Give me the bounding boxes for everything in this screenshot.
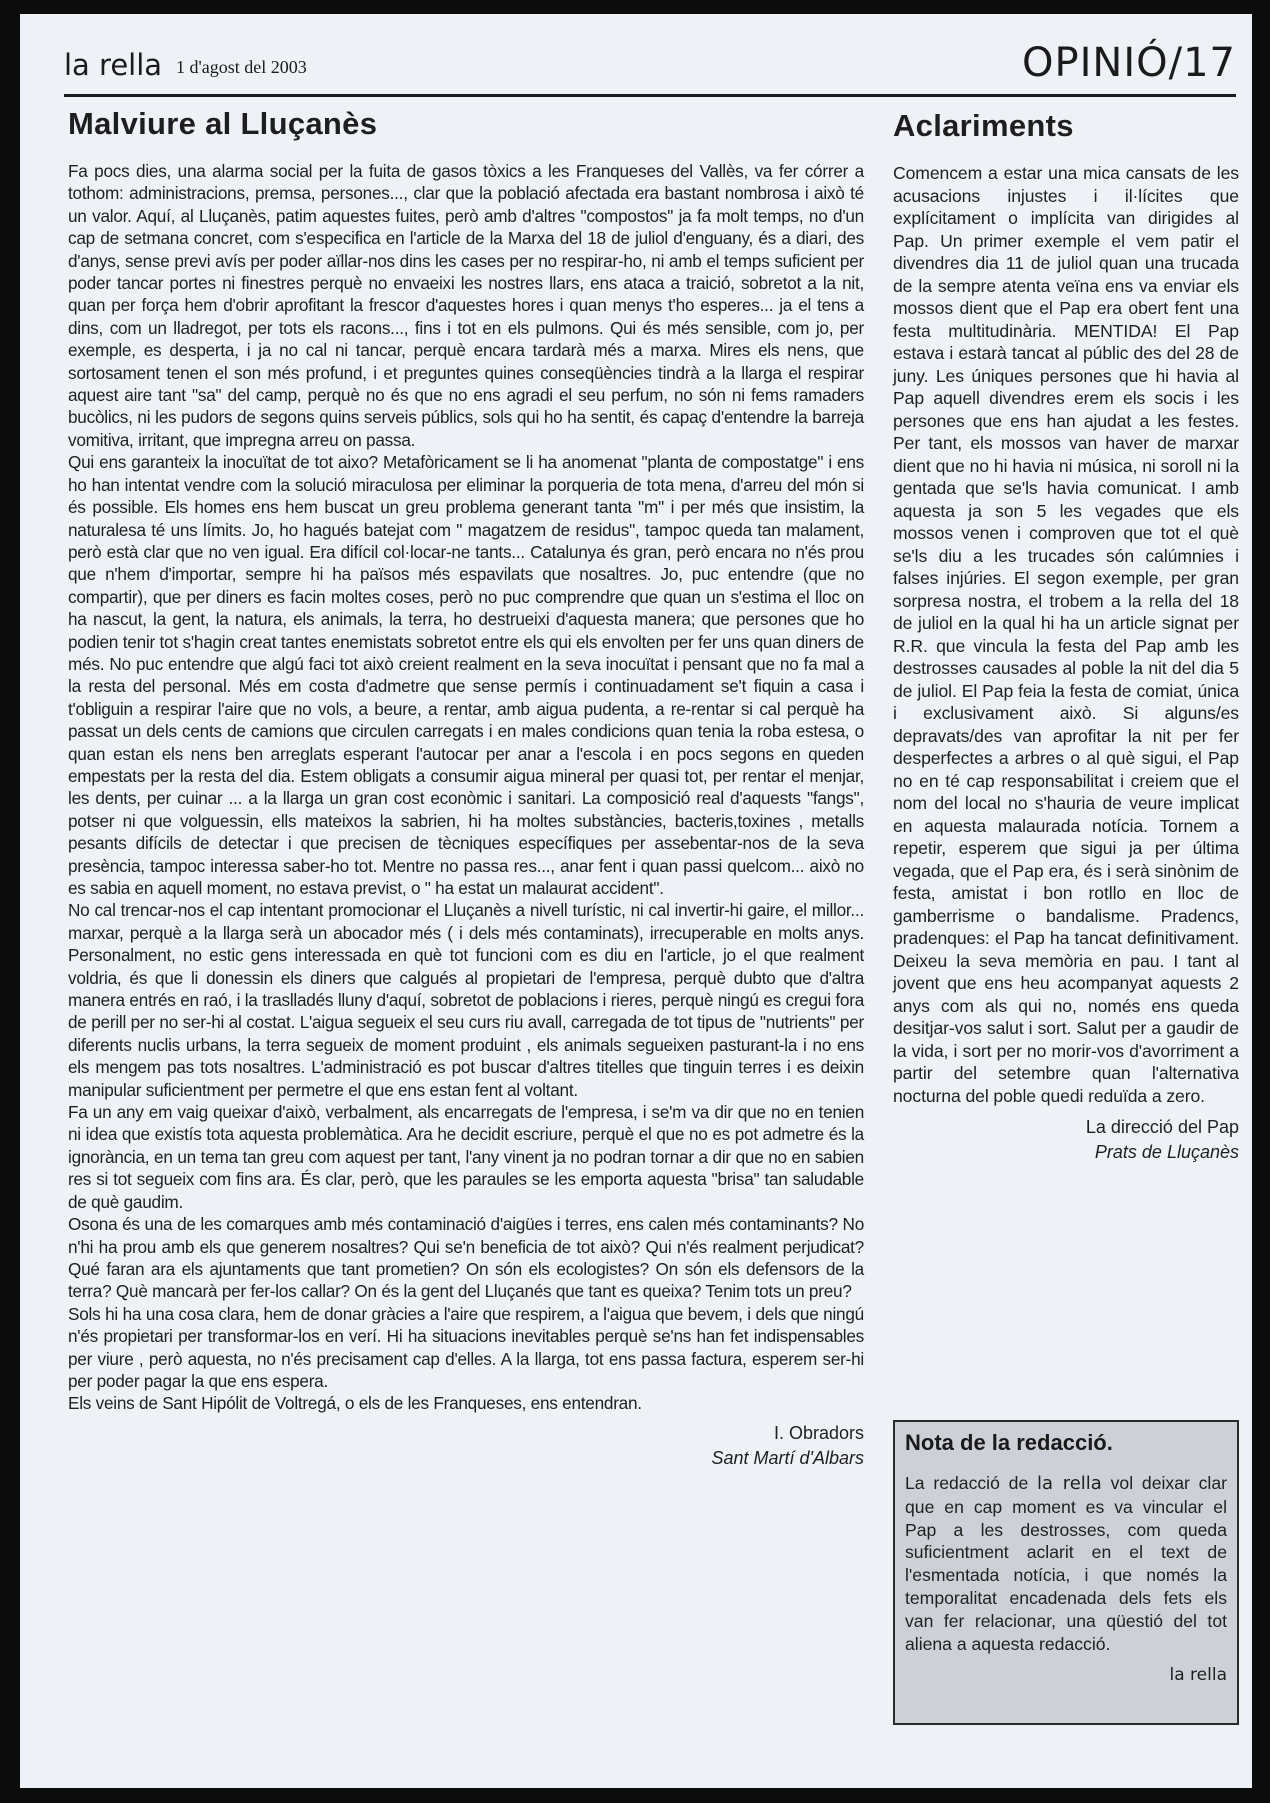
section-page-number: OPINIÓ/17 — [1022, 40, 1236, 86]
publication-name: la rella — [64, 48, 163, 82]
side-article-signature — [893, 1115, 1239, 1165]
paragraph: Fa un any em vaig queixar d'això, verbalment, als encarregats de l'empresa, i se'm va dir que no en tenien ni idea que existís tota aquesta problemàtica. Ara he decidit escriure, perquè el que no es pot admetre és la ignorància, en un tema tan greu com aquest per tant, l'any vinent ja no podran tornar a dir que no en sabien res si tot segueix com fins ara. És clar, però, que les paraules se les emporta aquesta "brisa" tan saludable de què gaudim. — [68, 1102, 864, 1212]
editorial-note-signature: la rella — [1169, 1665, 1227, 1686]
paragraph: Els veins de Sant Hipólit de Voltregá, o els de les Franqueses, ens entendran. — [68, 1393, 642, 1414]
main-article-body — [68, 160, 864, 1415]
note-text-end: vol deixar clar que en cap moment es va vincular el Pap a les destrosses, com queda suficientment aclarit en el text de l'esmentada notícia, i que només la temporalitat encadenada dels fets els van fer relacionar, una qüestió del tot aliena a aquesta redacció. — [905, 1473, 1227, 1654]
author-name: I. Obradors — [773, 1422, 864, 1443]
side-article — [893, 106, 1239, 1165]
side-article-title: Aclariments — [893, 108, 1074, 143]
side-article-body — [893, 162, 1239, 1107]
main-article-title: Malviure al Lluçanès — [68, 106, 378, 141]
editorial-note-title: Nota de la redacció. — [905, 1430, 1113, 1455]
main-article — [68, 98, 864, 1471]
main-article-signature — [68, 1421, 864, 1471]
paragraph: Sols hi ha una cosa clara, hem de donar gràcies a l'aire que respirem, a l'aigua que bevem, i dels que ningú n'és propietari per transformar-los en verí. Hi ha situacions inevitables perquè se'ns han fet indispensables per viure , però aquesta, no n'és precisament cap d'elles. A la llarga, tot ens passa factura, esperem ser-hi per poder pagar la que ens espera. — [68, 1303, 864, 1391]
header-rule — [64, 94, 1236, 97]
publication-mention: la rella — [1037, 1473, 1102, 1494]
author-place: Sant Martí d'Albars — [711, 1447, 864, 1468]
newspaper-page — [20, 14, 1252, 1788]
note-text-start: La redacció de — [905, 1473, 1038, 1493]
editorial-note-text — [905, 1472, 1227, 1655]
author-name: La direcció del Pap — [1085, 1117, 1239, 1137]
paragraph: No cal trencar-nos el cap intentant promocionar el Lluçanès a nivell turístic, ni cal invertir-hi gaire, el millor... marxar, perquè a la llarga serà un abocador més ( i dels més contaminats), irrecuperable en molts anys. Personalment, no estic gens interessada en què tot funcioni com es diu en l'article, jo el que realment voldria, és que li donessin els diners que calgués al propietari de l'empresa, perquè dubto que d'altra manera entrés en raó, i la traslladés lluny d'aquí, sobretot de poblacions i rieres, perquè ningú es cregui fora de perill per no ser-hi al costat. L'aigua segueix el seu curs riu avall, carregada de tot tipus de "nutrients" per diferents nuclis urbans, la terra segueix de moment produint , els animals segueixen pasturant-la i no ens els mengem pas tots nosaltres. L'administració es pot buscar d'altres titelles que tinguin terres i es deixin manipular suficientment per permetre el que ens estan fent al voltant. — [68, 900, 864, 1100]
paragraph: Osona és una de les comarques amb més contaminació d'aigües i terres, ens calen més contaminants? No n'hi ha prou amb els que generem nosaltres? Qui se'n beneficia de tot això? Qui n'és realment perjudicat? Qué faran ara els ajuntaments que tant prometien? On són els ecologistes? On són els defensors de la terra? Què mancarà per fer-los callar? On és la gent del Lluçanés que tant es queixa? Tenim tots un preu? — [68, 1214, 864, 1302]
page-header — [64, 32, 1236, 94]
issue-date: 1 d'agost del 2003 — [176, 57, 307, 77]
editorial-note-box — [893, 1420, 1239, 1725]
paragraph: Fa pocs dies, una alarma social per la fuita de gasos tòxics a les Franqueses del Vallès, va fer córrer a tothom: administracions, premsa, persones..., clar que la població afectada era bastant nombrosa i això té un valor. Aquí, al Lluçanès, patim aquestes fuites, però amb d'altres "compostos" ja fa molt temps, no d'un cap de setmana concret, com s'especifica en l'article de la Marxa del 18 de juliol d'enguany, és a diari, des d'anys, sense previ avís per poder aïllar-nos dins les cases per no respirar-ho, ni amb el temps suficient per poder tancar portes ni finestres perquè no envaeixi les nostres llars, ens ataca a traició, sobretot a la nit, quan per força hem d'obrir aprofitant la frescor d'aquestes hores i quan menys t'ho esperes... ja el tens a dins, com un lladregot, per tots els racons..., fins i tot en els pulmons. Qui és més sensible, com jo, per exemple, es desperta, i ja no cal ni tancar, perquè encara tardarà més a marxa. Mires els nens, que sortosament tenen el son més profund, i et preguntes quines conseqüències tindrà a la llarga el respirar aquest aire tant "sa" del camp, perquè no és que no ens agradi el seu perfum, no són ni fems ramaders bucòlics, ni les pudors de segons quins serveis públics, sols qui ho ha sentit, és capaç d'entendre la barreja vomitiva, irritant, que impregna arreu on passa. — [68, 161, 864, 450]
author-place: Prats de Lluçanès — [1094, 1142, 1239, 1162]
paragraph: Comencem a estar una mica cansats de les acusacions injustes i il·lícites que explícitament o implícita van dirigides al Pap. Un primer exemple el vem patir el divendres dia 11 de juliol quan una trucada de la sempre atenta veïna ens va enviar els mossos dient que el Pap era obert fent una festa multitudinària. MENTIDA! El Pap estava i estarà tancat al públic des del 28 de juny. Les úniques persones que hi havia al Pap aquell divendres erem els socis i les persones que ens han ajudat a les festes. Per tant, els mossos van haver de marxar dient que no hi havia ni música, ni soroll ni la gentada que se'ls havia comunicat. I amb aquesta ja son 5 les vegades que els mossos venen i comproven que tot el què se'ls diu a les trucades són calúmnies i falses injúries. El segon exemple, per gran sorpresa nostra, el trobem a la rella del 18 de juliol en la qual hi ha un article signat per R.R. que vincula la festa del Pap amb les destrosses causades al poble la nit del dia 5 de juliol. El Pap feia la festa de comiat, única i exclusivament això. Si alguns/es depravats/des van aprofitar la nit per fer desperfectes a arbres o al què sigui, el Pap no en té cap responsabilitat i creiem que el nom del local no s'hauria de veure implicat en aquesta malaurada notícia. Tornem a repetir, esperem que sigui ja per última vegada, que el Pap era, és i serà sinònim de festa, amistat i bon rotllo en lloc de gamberrisme o bandalisme. Pradencs, pradenques: el Pap ha tancat definitivament. Deixeu la seva memòria en pau. I tant al jovent que ens heu acompanyat aquests 2 anys com als qui no, només ens queda desitjar-vos salut i sort. Salut per a gaudir de la vida, i sort per no morir-vos d'avorriment a partir del setembre quan l'alternativa nocturna del poble quedi reduïda a zero. — [893, 163, 1239, 1106]
paragraph: Qui ens garanteix la inocuïtat de tot aixo? Metafòricament se li ha anomenat "planta de compostatge" i ens ho han intentat vendre com la solució miraculosa per eliminar la porqueria de tota mena, d'arreu del món si és possible. Els homes ens hem buscat un greu problema generant tanta "m" i per més que insistim, la naturalesa té uns límits. Jo, ho hagués batejat com " magatzem de residus", tampoc queda tan malament, però està clar que no ven igual. Era difícil col·locar-ne tants... Catalunya és gran, però encara no n'és prou que n'hem d'importar, sempre hi ha països més espavilats que nosaltres. Jo, puc entendre (que no compartir), que per diners es facin moltes coses, però no puc comprendre que quan un s'estima el lloc on ha nascut, la gent, la natura, els animals, la terra, ho destrueixi d'aquesta manera; que persones que ho podien tenir tot s'hagin creat tantes enemistats sobretot entre els qui els envolten per fer uns quan diners de més. No puc entendre que algú faci tot això creient realment en la seva inocuïtat i pensant que no fa mal a la resta del personal. Més em costa d'admetre que sense permís i continuadament se't fiquin a casa i t'obliguin a respirar l'aire que no vols, a beure, a rentar, amb aigua pudenta, a re-rentar si cal perquè ha passat un dels cents de camions que circulen carregats i en males condicions quan tenia la roba estesa, o quan estan els nens ben arreglats esperant l'autocar per anar a l'escola i en pocs segons en queden empestats per la resta del dia. Estem obligats a consumir aigua mineral per quasi tot, per rentar el menjar, les dents, per cuinar ... a la llarga un gran cost econòmic i sanitari. La composició real d'aquests "fangs", potser ni que volguessin, ells mateixos la sabrien, hi ha moltes substàncies, bacteris,toxines , metalls pesants difícils de detectar i que precisen de tècniques específiques per assebentar-nos de la seva presència, tampoc interessa saber-ho tot. Mentre no passa res..., anar fent i quan passi quelcom... això no es sabia en aquell moment, no estava previst, o " ha estat un malaurat accident". — [68, 452, 864, 898]
